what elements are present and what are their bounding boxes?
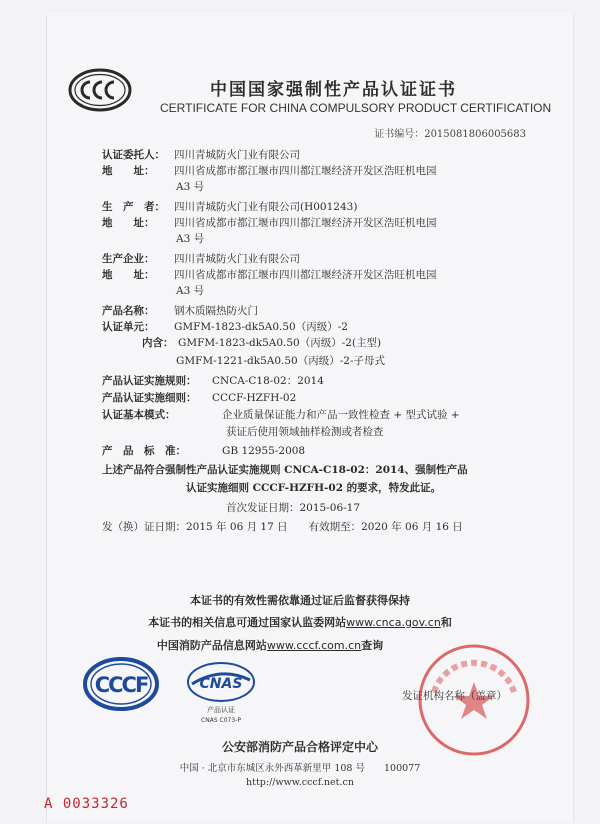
manufacturer-row xyxy=(102,200,357,214)
manufacturer-name: 四川青城防火门业有限公司(H001243) xyxy=(174,201,358,213)
cccf-logo-text: CCCF xyxy=(94,673,148,697)
rule-label: 产品认证实施规则： xyxy=(102,375,197,387)
detail-label: 产品认证实施细则： xyxy=(102,392,197,404)
cnca-notice-text: 本证书的相关信息可通过国家认监委网站 xyxy=(148,616,347,629)
certificate-title-en: CERTIFICATE FOR CHINA COMPULSORY PRODUCT CERTIFICATION xyxy=(160,101,552,115)
cccf-logo-icon xyxy=(82,656,160,712)
cnas-logo-icon xyxy=(184,660,258,728)
content-label: 内含： xyxy=(142,337,174,349)
unit-value: GMFM-1823-dk5A0.50（丙级）-2 xyxy=(174,321,348,333)
statement-line1: 上述产品符合强制性产品认证实施规则 CNCA-C18-02：2014、强制性产品 xyxy=(102,464,468,476)
serial-number: A 0033326 xyxy=(44,796,129,812)
cccf-notice-query: 查询 xyxy=(361,639,384,652)
cnas-logo-text: CNAS xyxy=(199,676,243,692)
issuing-organization: 公安部消防产品合格评定中心 xyxy=(221,740,378,754)
validity-notice: 本证书的有效性需依靠通过证后监督获得保持 xyxy=(190,594,410,607)
ccc-logo-icon xyxy=(68,68,132,112)
unit-label: 认证单元： xyxy=(102,321,155,333)
statement-line2: 认证实施细则 CCCF-HZFH-02 的要求，特发此证。 xyxy=(186,482,442,494)
mode-row xyxy=(102,408,460,422)
manufacturer-address-row xyxy=(102,216,437,230)
cnas-sub1: 产品认证 xyxy=(207,706,235,714)
validity-dates: 发（换）证日期：2015 年 06 月 17 日 有效期至：2020 年 06 月 16 日 xyxy=(102,521,463,533)
cnas-sub2: CNAS C073-P xyxy=(201,717,241,724)
organization-address: 中国 · 北京市东城区永外西革新里甲 108 号 100077 xyxy=(179,763,421,774)
mode-label: 认证基本模式： xyxy=(102,409,176,421)
factory-address-label: 地 址： xyxy=(102,269,155,281)
rule-row xyxy=(102,374,324,388)
issuer-label: 发证机构名称（盖章） xyxy=(402,690,507,702)
product-label: 产品名称： xyxy=(102,305,155,317)
cccf-link[interactable]: www.cccf.com.cn xyxy=(266,639,362,652)
manufacturer-label: 生 产 者： xyxy=(102,201,165,213)
detail-value: CCCF-HZFH-02 xyxy=(212,392,297,404)
applicant-label: 认证委托人： xyxy=(102,149,165,161)
detail-row xyxy=(102,391,296,405)
product-row xyxy=(102,304,258,318)
applicant-address-line1: 四川省成都市都江堰市四川都江堰经济开发区浩旺机电园 xyxy=(174,165,437,177)
first-issue-date: 首次发证日期：2015-06-17 xyxy=(226,502,361,514)
factory-row xyxy=(102,252,300,266)
applicant-name: 四川青城防火门业有限公司 xyxy=(174,149,300,161)
manufacturer-address-line2: A3 号 xyxy=(176,233,205,245)
product-name: 钢木质隔热防火门 xyxy=(174,305,258,317)
factory-address-row xyxy=(102,268,437,282)
mode-line1: 企业质量保证能力和产品一致性检查 + 型式试验 + xyxy=(222,409,460,421)
factory-address-line2: A3 号 xyxy=(176,285,205,297)
standard-label: 产 品 标 准： xyxy=(102,445,186,457)
cnca-link[interactable]: www.cnca.gov.cn xyxy=(346,616,441,629)
mode-line2: 获证后使用领域抽样检测或者检查 xyxy=(226,426,384,438)
applicant-row xyxy=(102,148,300,162)
content-line2: GMFM-1221-dk5A0.50（丙级）-2-子母式 xyxy=(176,355,385,367)
cnca-notice-and: 和 xyxy=(440,616,452,629)
factory-label: 生产企业： xyxy=(102,253,155,265)
certificate-title-cn: 中国国家强制性产品认证证书 xyxy=(210,80,457,100)
factory-address-line1: 四川省成都市都江堰市四川都江堰经济开发区浩旺机电园 xyxy=(174,269,437,281)
applicant-address-line2: A3 号 xyxy=(176,181,205,193)
cccf-notice-text: 中国消防产品信息网站 xyxy=(156,639,267,652)
content-row xyxy=(142,336,381,350)
standard-row xyxy=(102,444,305,458)
factory-name: 四川青城防火门业有限公司 xyxy=(174,253,300,265)
standard-value: GB 12955-2008 xyxy=(222,445,306,457)
manufacturer-address-line1: 四川省成都市都江堰市四川都江堰经济开发区浩旺机电园 xyxy=(174,217,437,229)
applicant-address-label: 地 址： xyxy=(102,165,155,177)
unit-row xyxy=(102,320,348,334)
rule-value: CNCA-C18-02：2014 xyxy=(212,375,324,387)
cnca-notice xyxy=(0,614,600,630)
applicant-address-row xyxy=(102,164,437,178)
manufacturer-address-label: 地 址： xyxy=(102,217,155,229)
content-line1: GMFM-1823-dk5A0.50（丙级）-2(主型) xyxy=(178,337,382,349)
organization-website: http://www.cccf.net.cn xyxy=(246,777,354,788)
certificate-number: 证书编号：2015081806005683 xyxy=(374,129,526,140)
